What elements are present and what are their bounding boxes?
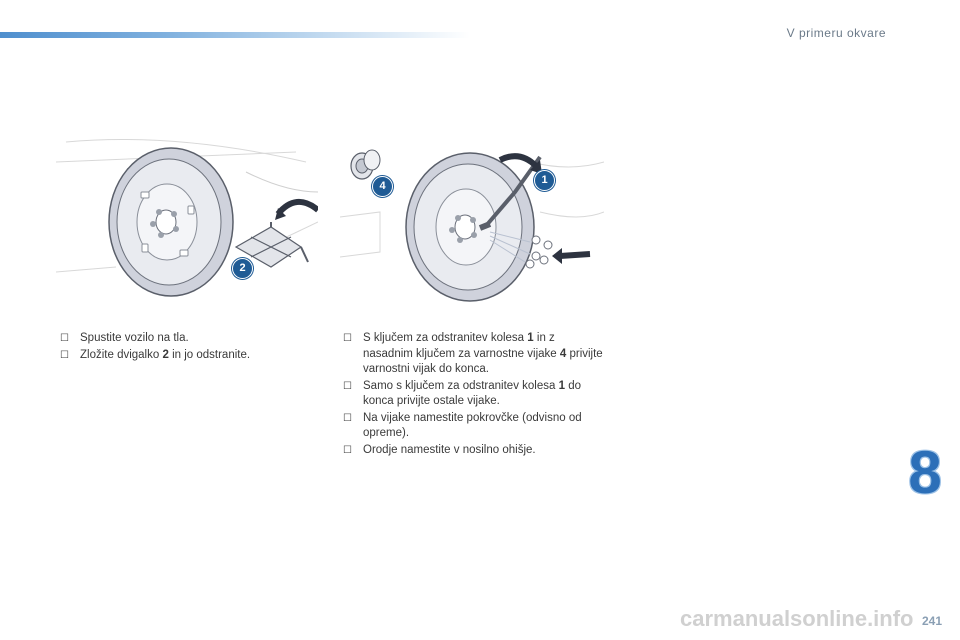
instructions-left bbox=[60, 331, 320, 364]
instructions-right bbox=[343, 331, 605, 459]
instruction-item: ☐ Spustite vozilo na tla. bbox=[60, 331, 320, 347]
checkbox-icon: ☐ bbox=[343, 412, 352, 424]
checkbox-icon: ☐ bbox=[60, 349, 69, 361]
instruction-item: ☐ Na vijake namestite pokrovčke (odvisno od opreme). bbox=[343, 411, 582, 439]
header-accent-bar bbox=[0, 32, 470, 38]
watermark: carmanualsonline.info bbox=[680, 606, 914, 631]
checkbox-icon: ☐ bbox=[343, 444, 352, 456]
wheel-jack-drawing bbox=[56, 132, 318, 302]
instruction-item: ☐ Orodje namestite v nosilno ohišje. bbox=[343, 443, 605, 459]
illustration-wheel-jack bbox=[56, 132, 318, 302]
wheel-brace-drawing bbox=[340, 132, 604, 302]
page-number: 241 bbox=[921, 614, 942, 628]
instruction-item: ☐ Zložite dvigalko 2 in jo odstranite. bbox=[60, 348, 320, 364]
callout-1: 1 bbox=[534, 170, 555, 191]
section-title: V primeru okvare bbox=[786, 26, 886, 40]
callout-2: 2 bbox=[232, 258, 253, 279]
instruction-item: ☐ S ključem za odstranitev kolesa 1 in z nasadnim ključem za varnostne vijake 4 privijte varnostni vijak do konca. bbox=[343, 332, 603, 375]
illustration-wheel-brace bbox=[340, 132, 604, 302]
callout-4: 4 bbox=[372, 176, 393, 197]
checkbox-icon: ☐ bbox=[60, 333, 69, 344]
checkbox-icon: ☐ bbox=[343, 380, 352, 392]
instruction-item: ☐ Samo s ključem za odstranitev kolesa 1 do konca privijte ostale vijake. bbox=[343, 379, 581, 407]
checkbox-icon: ☐ bbox=[343, 333, 352, 344]
chapter-number: 8 bbox=[908, 439, 942, 506]
